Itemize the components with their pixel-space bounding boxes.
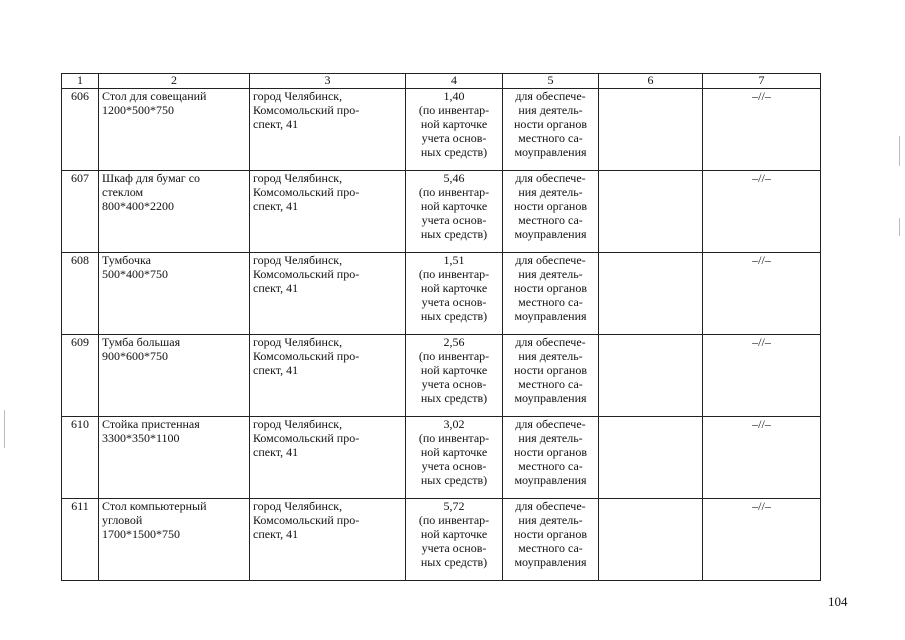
name-line: Стол компьютерный xyxy=(102,499,207,513)
value-line: ной карточке xyxy=(420,527,488,541)
column-6-cell xyxy=(599,171,703,253)
header-cell-3: 3 xyxy=(250,74,406,89)
purpose-cell xyxy=(503,335,599,417)
value-line: 5,72 xyxy=(443,499,465,513)
header-row xyxy=(62,74,821,89)
value-line: ных средств) xyxy=(420,391,488,405)
row-number: 608 xyxy=(62,253,99,335)
row-number: 610 xyxy=(62,417,99,499)
name-line: 900*600*750 xyxy=(102,349,168,363)
scan-edge-mark xyxy=(899,136,900,166)
value-line: ных средств) xyxy=(420,473,488,487)
address-line: Комсомольский про- xyxy=(253,185,360,199)
column-7-cell: –//– xyxy=(703,253,821,335)
name-line: угловой xyxy=(102,513,143,527)
purpose-line: местного са- xyxy=(518,131,583,145)
value-cell xyxy=(406,171,503,253)
table-row xyxy=(62,89,821,171)
scan-edge-mark xyxy=(4,410,5,448)
purpose-line: для обеспече- xyxy=(515,417,586,431)
value-line: ной карточке xyxy=(420,117,488,131)
item-name-cell xyxy=(99,253,250,335)
value-cell xyxy=(406,499,503,581)
value-line: (по инвентар- xyxy=(418,349,490,363)
column-7-cell: –//– xyxy=(703,335,821,417)
header-cell-7: 7 xyxy=(703,74,821,89)
value-line: 1,40 xyxy=(443,89,465,103)
name-line: Тумбочка xyxy=(102,253,151,267)
value-line: ной карточке xyxy=(420,363,488,377)
purpose-line: моуправления xyxy=(514,473,587,487)
value-line: учета основ- xyxy=(421,377,487,391)
column-7-cell: –//– xyxy=(703,499,821,581)
address-line: Комсомольский про- xyxy=(253,103,360,117)
column-7-cell: –//– xyxy=(703,89,821,171)
value-line: ной карточке xyxy=(420,445,488,459)
name-line: Стойка пристенная xyxy=(102,417,200,431)
address-cell xyxy=(250,417,406,499)
header-cell-1: 1 xyxy=(62,74,99,89)
row-number: 607 xyxy=(62,171,99,253)
value-line: учета основ- xyxy=(421,541,487,555)
purpose-line: ности органов xyxy=(513,445,588,459)
purpose-line: для обеспече- xyxy=(515,171,586,185)
value-line: учета основ- xyxy=(421,131,487,145)
value-cell xyxy=(406,89,503,171)
item-name-cell xyxy=(99,335,250,417)
value-line: (по инвентар- xyxy=(418,513,490,527)
purpose-line: ния деятель- xyxy=(518,431,583,445)
table-row xyxy=(62,253,821,335)
purpose-line: ности органов xyxy=(513,117,588,131)
table-row xyxy=(62,335,821,417)
value-cell xyxy=(406,417,503,499)
value-line: учета основ- xyxy=(421,459,487,473)
value-line: ных средств) xyxy=(420,555,488,569)
address-line: спект, 41 xyxy=(253,527,299,541)
purpose-line: ния деятель- xyxy=(518,103,583,117)
name-line: Тумба большая xyxy=(102,335,181,349)
value-line: ных средств) xyxy=(420,309,488,323)
value-line: 3,02 xyxy=(443,417,465,431)
column-7-cell: –//– xyxy=(703,417,821,499)
value-line: ных средств) xyxy=(420,145,488,159)
purpose-line: ния деятель- xyxy=(518,513,583,527)
address-line: Комсомольский про- xyxy=(253,431,360,445)
value-line: (по инвентар- xyxy=(418,103,490,117)
header-cell-2: 2 xyxy=(99,74,250,89)
purpose-line: местного са- xyxy=(518,377,583,391)
column-6-cell xyxy=(599,89,703,171)
column-6-cell xyxy=(599,335,703,417)
address-cell xyxy=(250,499,406,581)
address-line: город Челябинск, xyxy=(253,89,343,103)
item-name-cell xyxy=(99,171,250,253)
item-name-cell xyxy=(99,417,250,499)
purpose-line: местного са- xyxy=(518,459,583,473)
header-cell-5: 5 xyxy=(503,74,599,89)
address-line: Комсомольский про- xyxy=(253,349,360,363)
purpose-line: моуправления xyxy=(514,309,587,323)
address-line: спект, 41 xyxy=(253,445,299,459)
address-cell xyxy=(250,171,406,253)
value-line: учета основ- xyxy=(421,213,487,227)
item-name-cell xyxy=(99,89,250,171)
address-line: город Челябинск, xyxy=(253,417,343,431)
purpose-line: ности органов xyxy=(513,199,588,213)
column-6-cell xyxy=(599,253,703,335)
value-line: 2,56 xyxy=(443,335,465,349)
row-number: 606 xyxy=(62,89,99,171)
purpose-cell xyxy=(503,253,599,335)
address-line: спект, 41 xyxy=(253,281,299,295)
purpose-line: моуправления xyxy=(514,145,587,159)
value-line: (по инвентар- xyxy=(418,267,490,281)
value-line: учета основ- xyxy=(421,295,487,309)
address-line: спект, 41 xyxy=(253,199,299,213)
row-number: 611 xyxy=(62,499,99,581)
item-name-cell xyxy=(99,499,250,581)
address-line: Комсомольский про- xyxy=(253,513,360,527)
value-line: ной карточке xyxy=(420,281,488,295)
value-line: 5,46 xyxy=(443,171,465,185)
table-row xyxy=(62,499,821,581)
purpose-line: ния деятель- xyxy=(518,185,583,199)
name-line: стеклом xyxy=(102,185,144,199)
address-line: спект, 41 xyxy=(253,117,299,131)
address-line: спект, 41 xyxy=(253,363,299,377)
address-line: город Челябинск, xyxy=(253,499,343,513)
purpose-line: для обеспече- xyxy=(515,253,586,267)
table-row xyxy=(62,171,821,253)
purpose-line: местного са- xyxy=(518,295,583,309)
value-line: 1,51 xyxy=(443,253,465,267)
name-line: 1700*1500*750 xyxy=(102,527,180,541)
purpose-line: местного са- xyxy=(518,213,583,227)
address-line: город Челябинск, xyxy=(253,335,343,349)
purpose-cell xyxy=(503,499,599,581)
name-line: 3300*350*1100 xyxy=(102,431,180,445)
row-number: 609 xyxy=(62,335,99,417)
name-line: Стол для совещаний xyxy=(102,89,207,103)
address-cell xyxy=(250,335,406,417)
name-line: Шкаф для бумаг со xyxy=(102,171,201,185)
purpose-line: моуправления xyxy=(514,227,587,241)
purpose-cell xyxy=(503,171,599,253)
purpose-line: местного са- xyxy=(518,541,583,555)
value-line: ных средств) xyxy=(420,227,488,241)
value-cell xyxy=(406,335,503,417)
scan-edge-mark xyxy=(899,218,900,236)
purpose-line: для обеспече- xyxy=(515,89,586,103)
purpose-cell xyxy=(503,89,599,171)
value-line: (по инвентар- xyxy=(418,185,490,199)
column-6-cell xyxy=(599,499,703,581)
table-row xyxy=(62,417,821,499)
column-6-cell xyxy=(599,417,703,499)
purpose-line: моуправления xyxy=(514,391,587,405)
name-line: 1200*500*750 xyxy=(102,103,174,117)
purpose-line: для обеспече- xyxy=(515,335,586,349)
purpose-line: ности органов xyxy=(513,281,588,295)
value-line: ной карточке xyxy=(420,199,488,213)
purpose-line: моуправления xyxy=(514,555,587,569)
inventory-table xyxy=(61,73,821,581)
name-line: 800*400*2200 xyxy=(102,199,174,213)
address-line: город Челябинск, xyxy=(253,171,343,185)
purpose-line: ности органов xyxy=(513,527,588,541)
purpose-cell xyxy=(503,417,599,499)
value-line: (по инвентар- xyxy=(418,431,490,445)
address-cell xyxy=(250,253,406,335)
header-cell-4: 4 xyxy=(406,74,503,89)
address-line: Комсомольский про- xyxy=(253,267,360,281)
purpose-line: ния деятель- xyxy=(518,267,583,281)
page-number: 104 xyxy=(828,594,848,609)
address-cell xyxy=(250,89,406,171)
purpose-line: для обеспече- xyxy=(515,499,586,513)
name-line: 500*400*750 xyxy=(102,267,168,281)
value-cell xyxy=(406,253,503,335)
address-line: город Челябинск, xyxy=(253,253,343,267)
purpose-line: ности органов xyxy=(513,363,588,377)
purpose-line: ния деятель- xyxy=(518,349,583,363)
column-7-cell: –//– xyxy=(703,171,821,253)
header-cell-6: 6 xyxy=(599,74,703,89)
